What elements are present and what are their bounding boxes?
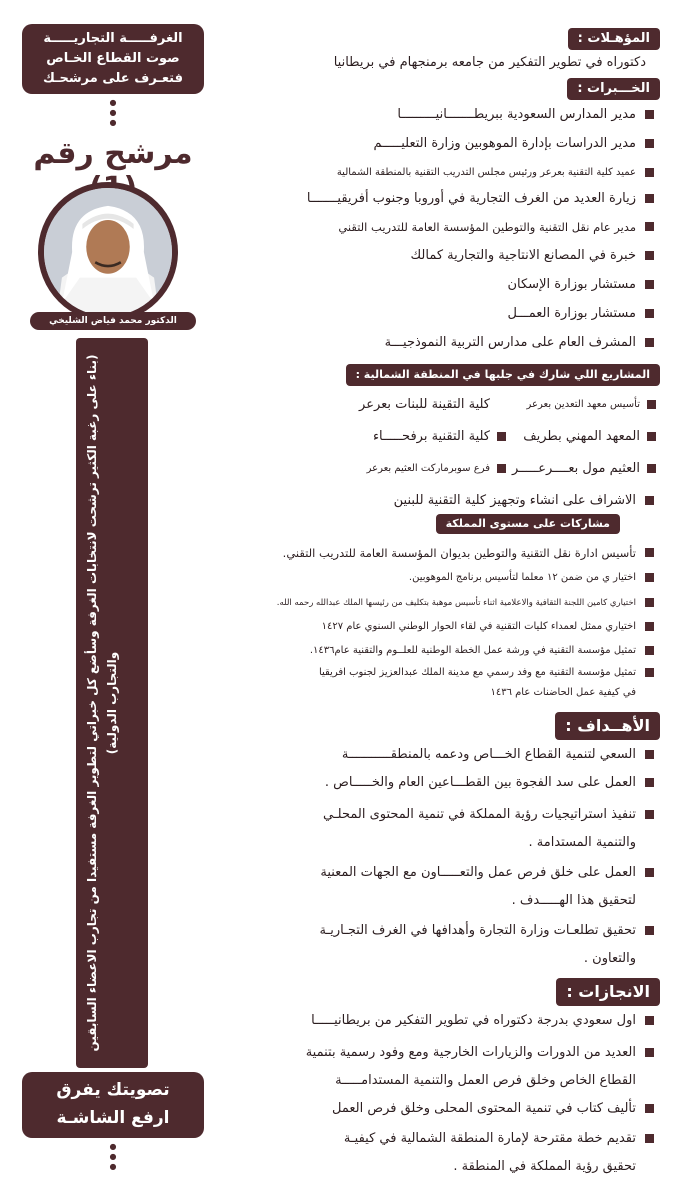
bullet-square-icon: [645, 622, 654, 631]
slogan-line: فتعـرف على مرشحـك: [42, 71, 184, 86]
projects-header: المشاريع اللي شارك في جلبها في المنطقة الشمالية :: [346, 364, 660, 386]
experience-item: المشرف العام على مدارس التربية النموذجيـــة: [214, 332, 660, 354]
project-item: المعهد المهني بطريف: [450, 426, 660, 448]
bullet-square-icon: [645, 139, 654, 148]
goal-item-continued: والتنمية المستدامة .: [528, 835, 636, 850]
slogan-line: الغرفـــــة التجاريـــــة: [43, 31, 183, 46]
qualifications-header: المؤهـلات :: [568, 28, 660, 50]
experience-item: مدير عام نقل التقنية والتوطين المؤسسة العامة للتدريب التقني: [214, 216, 660, 238]
campaign-slogan-box: [22, 24, 204, 94]
project-item: كلية التقنية برفحـــــاء: [300, 426, 510, 448]
dotted-connector: ● ● ●: [109, 1142, 117, 1171]
bullet-square-icon: [497, 464, 506, 473]
goal-item-continued: لتحقيق هذا الهـــــدف .: [511, 893, 636, 908]
bullet-square-icon: [645, 926, 654, 935]
bullet-square-icon: [645, 222, 654, 231]
bullet-square-icon: [645, 598, 654, 607]
bullet-square-icon: [645, 110, 654, 119]
experience-item: مستشار بوزارة الإسكان: [214, 274, 660, 296]
bullet-square-icon: [645, 778, 654, 787]
experience-item: زيارة العديد من الغرف التجارية في أوروبا وجنوب أفريقيـــــــا: [214, 188, 660, 210]
candidate-statement-band: [76, 338, 148, 1068]
bullet-square-icon: [645, 750, 654, 759]
bullet-square-icon: [645, 1104, 654, 1113]
national-header: مشاركات على مستوى المملكة: [436, 514, 620, 534]
bullet-square-icon: [647, 464, 656, 473]
goal-item: العمل على سد الفجوة بين القطـــاعين العام والخـــــاص .: [214, 772, 660, 794]
project-item: فرع سوبرماركت العثيم بعرعر: [300, 458, 510, 480]
dotted-connector: ● ● ●: [109, 98, 117, 127]
bullet-square-icon: [645, 1016, 654, 1025]
national-item-continued: في كيفية عمل الحاضنات عام ١٤٣٦: [490, 687, 636, 698]
achievement-item-continued: تحقيق رؤية المملكة في المنطقة .: [453, 1159, 636, 1174]
candidate-statement: (بناء على رغبة الكثير ترشحت لانتخابات الغرفة وسأضع كل خبراتي لتطوير الغرفة مستفيدا من تجارب الاعضاء السابقين والتجارب الدولية): [85, 354, 119, 1052]
goal-item: العمل على خلق فرص عمل والتعـــــاون مع الجهات المعنية: [214, 862, 660, 884]
achievement-item: تقديم خطة مقترحة لإمارة المنطقة الشمالية في كيفيـة: [214, 1128, 660, 1150]
slogan-line: صوت القطاع الخـاص: [46, 51, 180, 66]
experience-item: مستشار بوزارة العمـــل: [214, 303, 660, 325]
candidate-photo: [38, 182, 178, 322]
project-item: تأسيس معهد التعدين بعرعر: [450, 394, 660, 416]
bullet-square-icon: [497, 432, 506, 441]
achievement-item-continued: القطاع الخاص وخلق فرص العمل والتنمية المستدامـــــة: [335, 1073, 636, 1088]
achievement-item: تأليف كتاب في تنمية المحتوى المحلى وخلق فرص العمل: [214, 1098, 660, 1120]
bullet-square-icon: [645, 496, 654, 505]
bullet-square-icon: [645, 1134, 654, 1143]
goal-item-continued: والتعاون .: [583, 951, 636, 966]
bullet-square-icon: [645, 168, 654, 177]
experience-item: مدير الدراسات بإدارة الموهوبين وزارة التعليـــــم: [214, 133, 660, 155]
experience-item: خبرة في المصانع الانتاجية والتجارية كمالك: [214, 245, 660, 267]
bullet-square-icon: [647, 432, 656, 441]
national-item: تمثيل مؤسسة التقنية في ورشة عمل الخطة الوطنية للعلــوم والتقنية عام١٤٣٦.: [214, 640, 660, 662]
bullet-square-icon: [645, 1048, 654, 1057]
national-item: تأسيس ادارة نقل التقنية والتوطين بديوان المؤسسة العامة للتدريب التقني.: [214, 542, 660, 564]
vote-call-box: [22, 1072, 204, 1138]
bullet-square-icon: [645, 810, 654, 819]
national-item: اختياري كامين اللجنة الثقافية والاعلامية اثناء تأسيس موهبة بتكليف من رئيسها الملك عبدالله رحمه الله.: [214, 592, 660, 614]
bullet-square-icon: [645, 280, 654, 289]
goals-header: الأهــداف :: [555, 712, 660, 740]
national-item: اختيار ي من ضمن ١٢ معلما لتأسيس برنامج الموهوبين.: [214, 567, 660, 589]
bullet-square-icon: [645, 338, 654, 347]
experience-item: عميد كلية التقنية بعرعر ورئيس مجلس التدريب التقنية بالمنطقة الشمالية: [214, 162, 660, 184]
achievement-item: اول سعودي بدرجة دكتوراه في تطوير التفكير من بريطانيـــــا: [214, 1010, 660, 1032]
achievements-header: الانجازات :: [556, 978, 660, 1006]
experience-item: مدير المدارس السعودية ببريطـــــــانيـــــــــا: [214, 104, 660, 126]
qualification-text: دكتوراه في تطوير التفكير من جامعه برمنجهام في بريطانيا: [333, 55, 646, 70]
bullet-square-icon: [645, 573, 654, 582]
bullet-square-icon: [647, 400, 656, 409]
project-item: كلية التقينة للبنات بعرعر: [359, 397, 490, 412]
goal-item: تنفيذ استراتيجيات رؤية المملكة في تنمية المحتوى المحلـي: [214, 804, 660, 826]
photo-caption: الدكتور محمد فياض الشليخي: [30, 312, 196, 330]
bullet-square-icon: [645, 309, 654, 318]
bullet-square-icon: [645, 251, 654, 260]
goal-item: تحقيق تطلعـات وزارة التجارة وأهدافها في الغرف التجـاريـة: [214, 920, 660, 942]
bullet-square-icon: [645, 646, 654, 655]
experience-header: الخـــبرات :: [567, 78, 660, 100]
goal-item: السعي لتنمية القطاع الخـــاص ودعمه بالمنطقـــــــــــة: [214, 744, 660, 766]
vote-line: ارفع الشاشـة: [56, 1108, 170, 1128]
vote-line: تصويتك يفرق: [56, 1080, 170, 1100]
bullet-square-icon: [645, 548, 654, 557]
project-item: العثيم مول بعــــرعـــــر: [450, 458, 660, 480]
bullet-square-icon: [645, 868, 654, 877]
project-item: الاشراف على انشاء وتجهيز كلية التقنية للبنين: [214, 490, 660, 512]
bullet-square-icon: [645, 668, 654, 677]
candidate-number: مرشح رقم: [33, 136, 193, 171]
achievement-item: العديد من الدورات والزيارات الخارجية ومع وفود رسمية بتنمية: [214, 1042, 660, 1064]
national-item: اختياري ممثل لعمداء كليات التقنية في لقاء الحوار الوطني السنوي عام ١٤٢٧: [214, 616, 660, 638]
candidate-profile: [214, 0, 660, 1200]
national-item: تمثيل مؤسسة التقنية مع وفد رسمي مع مدينة الملك عبدالعزيز لجنوب افريقيا: [214, 662, 660, 684]
bullet-square-icon: [645, 194, 654, 203]
